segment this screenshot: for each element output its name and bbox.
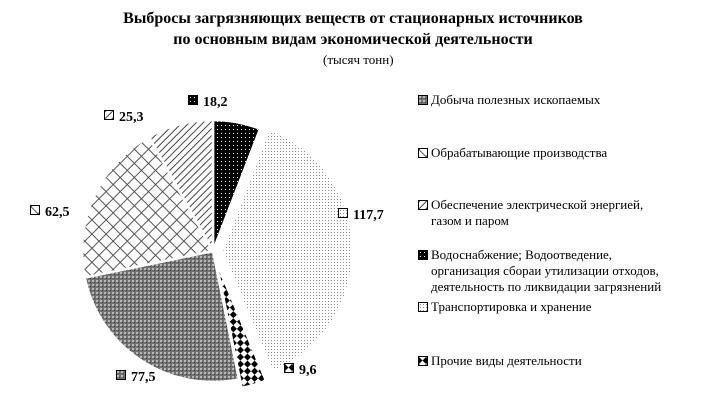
legend-swatch — [418, 302, 428, 312]
chart-title-line2: по основным видам экономической деятельности — [173, 31, 533, 48]
legend-label-line: Обрабатывающие производства — [431, 145, 608, 160]
data-label — [188, 95, 228, 111]
legend-label-line: деятельность по ликвидации загрязнений — [431, 279, 662, 294]
legend-label-line: Обеспечение электрической энергией, — [431, 197, 644, 212]
data-label-value: 62,5 — [45, 205, 70, 220]
chart-title: Выбросы загрязняющих веществ от стационарных источников — [123, 10, 583, 27]
legend-swatch — [418, 95, 428, 105]
legend-item — [418, 197, 703, 229]
legend-label-line: Добыча полезных ископаемых — [431, 92, 601, 107]
data-label-swatch — [104, 110, 114, 120]
chart-units: (тысяч тонн) — [323, 52, 394, 67]
legend-label — [418, 299, 703, 315]
data-label-value: 18,2 — [203, 95, 228, 110]
data-label — [30, 205, 70, 221]
legend-label — [418, 197, 703, 229]
legend-item — [418, 353, 703, 369]
data-label-swatch — [338, 208, 348, 218]
legend-item — [418, 145, 703, 161]
legend-swatch — [418, 148, 428, 158]
legend-label-line: организация сбораи утилизации отходов, — [431, 263, 659, 278]
data-label-value: 77,5 — [131, 370, 156, 385]
legend-item — [418, 247, 703, 295]
legend-swatch — [418, 356, 428, 366]
data-label — [116, 370, 156, 386]
legend-label — [418, 145, 703, 161]
data-label — [338, 208, 384, 224]
data-label-value: 9,6 — [299, 363, 317, 378]
legend-label-line: Водоснабжение; Водоотведение, — [431, 247, 613, 262]
data-label-swatch — [284, 363, 294, 373]
legend-label — [418, 247, 703, 295]
data-label — [284, 363, 317, 379]
data-label-value: 117,7 — [353, 208, 384, 223]
legend-label-line: Транспортировка и хранение — [431, 299, 592, 314]
data-label-swatch — [30, 205, 40, 215]
legend-label-line: газом и паром — [431, 213, 509, 228]
legend-item — [418, 299, 703, 315]
data-label-swatch — [188, 95, 198, 105]
data-label-value: 25,3 — [119, 110, 144, 125]
legend-item — [418, 92, 703, 108]
data-label-swatch — [116, 370, 126, 380]
legend-label-line: Прочие виды деятельности — [431, 353, 582, 368]
legend-swatch — [418, 200, 428, 210]
legend-label — [418, 92, 703, 108]
legend-swatch — [418, 250, 428, 260]
data-label — [104, 110, 144, 126]
legend-label — [418, 353, 703, 369]
